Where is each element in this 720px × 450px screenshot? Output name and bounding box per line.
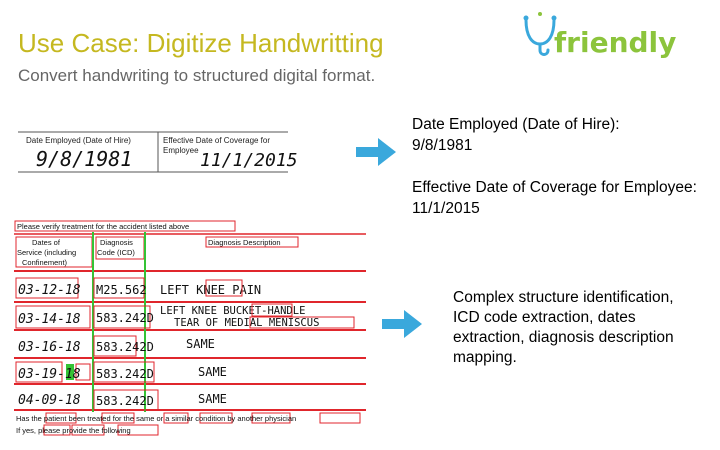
slide-subtitle: Convert handwriting to structured digital format. <box>18 66 376 85</box>
slide-title: Use Case: Digitize Handwritting <box>18 28 384 58</box>
form1-value2: 11/1/2015 <box>200 150 298 171</box>
form1-label2b: Employee <box>163 146 199 155</box>
row5-desc1: SAME <box>198 392 227 406</box>
row4-code: 583.242D <box>96 367 154 381</box>
row5-code: 583.242D <box>96 394 154 408</box>
form1-label2a: Effective Date of Coverage for <box>163 136 271 145</box>
row4-desc1: SAME <box>198 365 227 379</box>
form1-value1: 9/8/1981 <box>36 147 133 171</box>
form2-col1-line3: Confinement) <box>22 258 68 267</box>
logo-wordmark: friendly <box>554 26 677 59</box>
form2-col1-line2: Service (including <box>17 248 77 257</box>
row3-desc1: SAME <box>186 337 215 351</box>
right-arrow-icon <box>382 308 422 340</box>
extract2-line4: mapping. <box>453 349 517 366</box>
row3-code: 583.242D <box>96 340 154 354</box>
row2-code: 583.242D <box>96 311 154 325</box>
form-snippet-diagnosis <box>14 218 368 440</box>
extract2-line1: Complex structure identification, <box>453 289 674 306</box>
row2-desc1: LEFT KNEE BUCKET-HANDLE <box>160 305 306 317</box>
form-snippet-dates <box>18 128 318 176</box>
form2-col2-line2: Code (ICD) <box>97 248 135 257</box>
form1-label1: Date Employed (Date of Hire) <box>26 136 131 145</box>
extracted-diagnosis-summary <box>453 288 674 368</box>
form2-col1-line1: Dates of <box>32 238 60 247</box>
extract2-line2: ICD code extraction, dates <box>453 309 636 326</box>
form2-header-note: Please verify treatment for the accident listed above <box>17 222 190 231</box>
right-arrow-icon <box>356 136 396 168</box>
form2-col3: Diagnosis Description <box>208 238 281 247</box>
row2-date: 03-14-18 <box>18 312 81 327</box>
extract2-line3: extraction, diagnosis description <box>453 329 674 346</box>
row5-date: 04-09-18 <box>18 393 81 408</box>
form2-col2-line1: Diagnosis <box>100 238 133 247</box>
extracted-dates <box>412 114 697 219</box>
row4-date: 03-19-18 <box>18 367 81 382</box>
row1-date: 03-12-18 <box>18 283 81 298</box>
row2-desc2: TEAR OF MEDIAL MENISCUS <box>174 317 320 329</box>
form2-footer1: Has the patient been treated for the same or a similar condition by another physician <box>16 414 297 423</box>
extract1-line3: Effective Date of Coverage for Employee: <box>412 179 697 196</box>
row1-desc1: LEFT KNEE PAIN <box>160 283 262 297</box>
extract1-line4: 11/1/2015 <box>412 200 480 217</box>
row3-date: 03-16-18 <box>18 340 81 355</box>
form2-footer2: If yes, please provide the following <box>16 426 131 435</box>
row1-code: M25.562 <box>96 283 147 297</box>
extract1-line2: 9/8/1981 <box>412 137 473 154</box>
extract1-line1: Date Employed (Date of Hire): <box>412 116 620 133</box>
